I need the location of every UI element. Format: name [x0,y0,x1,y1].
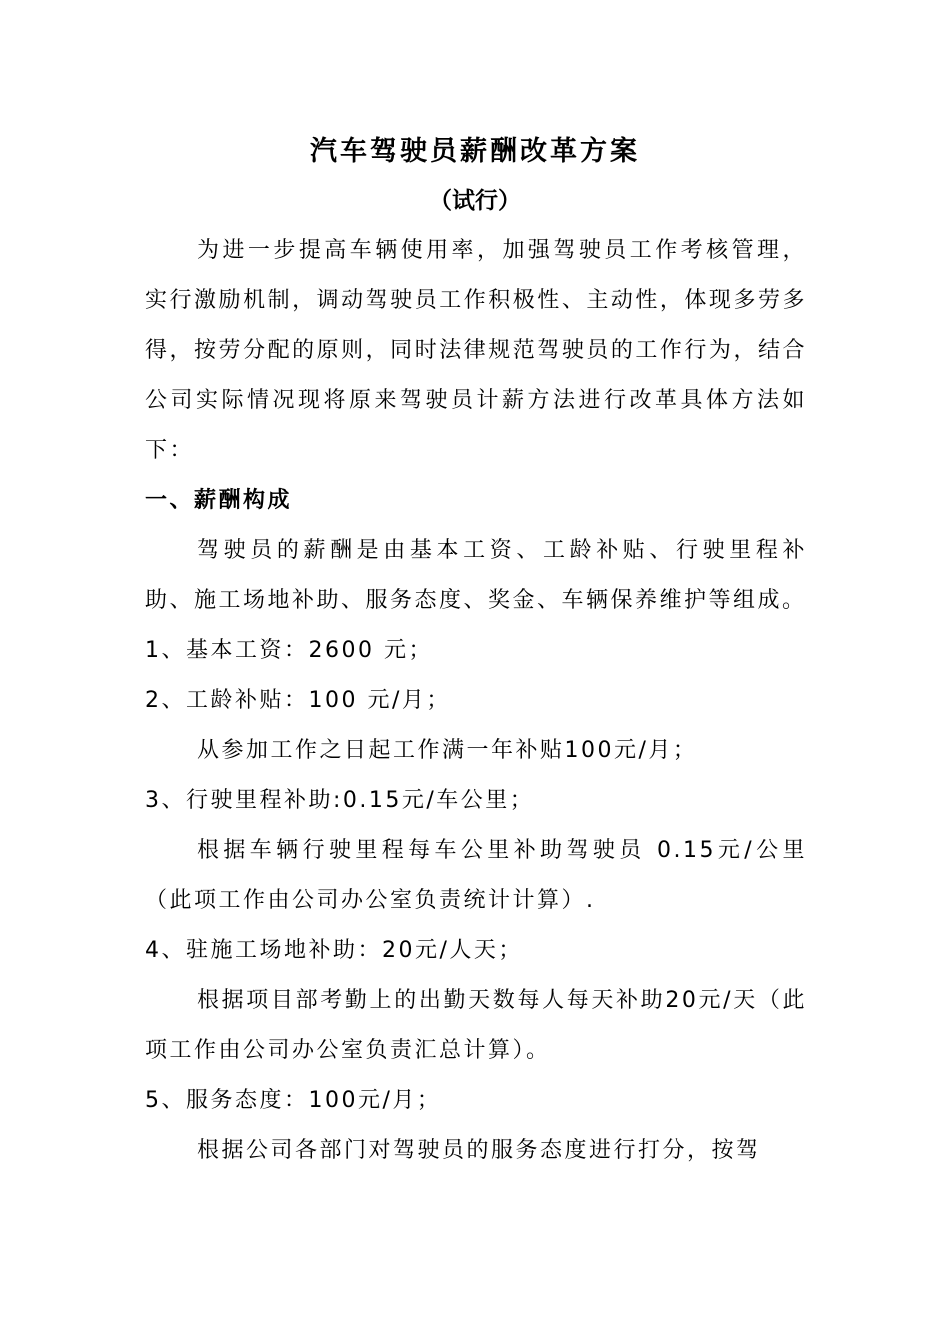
section-heading: 一、薪酬构成 [145,488,293,513]
intro-paragraph: 为进一步提高车辆使用率，加强驾驶员工作考核管理，实行激励机制，调动驾驶员工作积极性、主动性，体现多劳多得，按劳分配的原则，同时法律规范驾驶员的工作行为，结合公司实际情况现将原来驾驶员计薪方法进行改革具体方法如下： [145,238,807,463]
item-detail-seniority: 从参加工作之日起工作满一年补贴100元/月； [197,738,698,763]
item-detail-site-allowance: 根据项目部考勤上的出勤天数每人每天补助20元/天（此项工作由公司办公室负责汇总计算）。 [145,988,807,1063]
item-detail-mileage: 根据车辆行驶里程每车公里补助驾驶员 0.15元/公里（此项工作由公司办公室负责统计计算）. [145,838,807,913]
item-heading-service-attitude: 5、服务态度：100元/月； [145,1088,442,1113]
item-heading-site-allowance: 4、驻施工场地补助：20元/人天； [145,938,523,963]
section-paragraph: 驾驶员的薪酬是由基本工资、工龄补贴、行驶里程补助、施工场地补助、服务态度、奖金、车辆保养维护等组成。 [145,538,807,613]
document-subtitle: （试行） [429,188,521,214]
document-title: 汽车驾驶员薪酬改革方案 [310,136,640,167]
item-heading-mileage: 3、行驶里程补助:0.15元/车公里； [145,788,535,813]
item-heading-seniority: 2、工龄补贴：100 元/月； [145,688,451,713]
document-body [145,226,807,1176]
item-heading-basic-salary: 1、基本工资：2600 元； [145,638,433,663]
item-detail-service-attitude: 根据公司各部门对驾驶员的服务态度进行打分，按驾 [197,1138,761,1163]
